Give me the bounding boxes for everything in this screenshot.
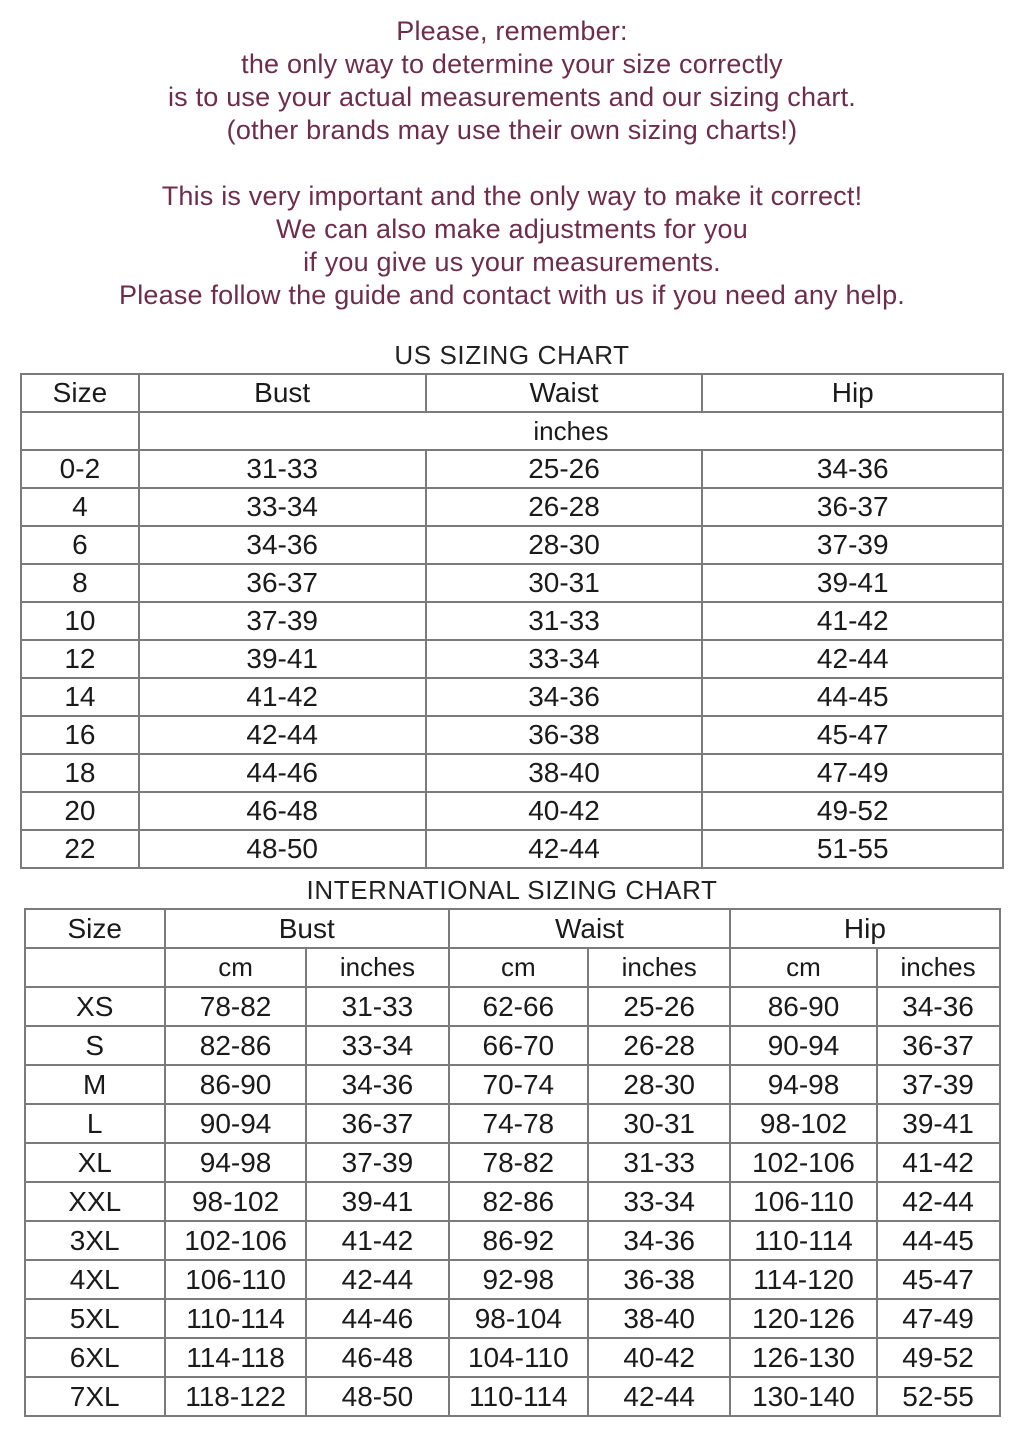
column-header-size: Size xyxy=(21,374,139,412)
measurement-cell: 33-34 xyxy=(306,1026,448,1065)
measurement-cell: 45-47 xyxy=(702,716,1003,754)
size-cell: S xyxy=(25,1026,165,1065)
measurement-cell: 44-46 xyxy=(306,1299,448,1338)
measurement-cell: 51-55 xyxy=(702,830,1003,868)
measurement-cell: 40-42 xyxy=(588,1338,730,1377)
measurement-cell: 45-47 xyxy=(877,1260,1000,1299)
measurement-cell: 31-33 xyxy=(139,450,426,488)
measurement-cell: 34-36 xyxy=(588,1221,730,1260)
table-row xyxy=(25,1377,1000,1416)
measurement-cell: 37-39 xyxy=(877,1065,1000,1104)
size-cell: 18 xyxy=(21,754,139,792)
size-cell: XS xyxy=(25,987,165,1026)
measurement-cell: 31-33 xyxy=(588,1143,730,1182)
intro-section xyxy=(0,0,1024,312)
table-row xyxy=(21,716,1003,754)
measurement-cell: 130-140 xyxy=(730,1377,876,1416)
measurement-cell: 86-90 xyxy=(165,1065,306,1104)
measurement-cell: 31-33 xyxy=(306,987,448,1026)
intro-line: Please follow the guide and contact with us if you need any help. xyxy=(118,280,905,310)
measurement-cell: 42-44 xyxy=(139,716,426,754)
unit-row xyxy=(25,948,1000,987)
unit-label-hip-inches: inches xyxy=(877,948,1000,987)
intro-line: This is very important and the only way to make it correct! xyxy=(161,181,863,211)
measurement-cell: 98-104 xyxy=(449,1299,588,1338)
table-row xyxy=(21,450,1003,488)
measurement-cell: 34-36 xyxy=(426,678,703,716)
measurement-cell: 42-44 xyxy=(702,640,1003,678)
table-row xyxy=(25,1182,1000,1221)
unit-row xyxy=(21,412,1003,450)
intro-line: Please, remember: xyxy=(396,16,628,46)
measurement-cell: 36-37 xyxy=(877,1026,1000,1065)
table-row xyxy=(25,1065,1000,1104)
measurement-cell: 48-50 xyxy=(306,1377,448,1416)
size-cell: M xyxy=(25,1065,165,1104)
measurement-cell: 34-36 xyxy=(139,526,426,564)
size-cell: 5XL xyxy=(25,1299,165,1338)
unit-label-bust-inches: inches xyxy=(306,948,448,987)
size-cell: 6XL xyxy=(25,1338,165,1377)
measurement-cell: 40-42 xyxy=(426,792,703,830)
unit-label-bust-cm: cm xyxy=(165,948,306,987)
column-header-size: Size xyxy=(25,909,165,948)
measurement-cell: 102-106 xyxy=(165,1221,306,1260)
measurement-cell: 110-114 xyxy=(730,1221,876,1260)
measurement-cell: 66-70 xyxy=(449,1026,588,1065)
header-row xyxy=(21,374,1003,412)
measurement-cell: 37-39 xyxy=(139,602,426,640)
measurement-cell: 30-31 xyxy=(588,1104,730,1143)
international-chart-title: INTERNATIONAL SIZING CHART xyxy=(306,875,718,905)
measurement-cell: 42-44 xyxy=(306,1260,448,1299)
measurement-cell: 114-120 xyxy=(730,1260,876,1299)
measurement-cell: 49-52 xyxy=(702,792,1003,830)
measurement-cell: 82-86 xyxy=(449,1182,588,1221)
table-row xyxy=(25,987,1000,1026)
measurement-cell: 34-36 xyxy=(306,1065,448,1104)
measurement-cell: 46-48 xyxy=(139,792,426,830)
size-cell: 3XL xyxy=(25,1221,165,1260)
measurement-cell: 70-74 xyxy=(449,1065,588,1104)
table-row xyxy=(21,754,1003,792)
measurement-cell: 92-98 xyxy=(449,1260,588,1299)
measurement-cell: 47-49 xyxy=(702,754,1003,792)
unit-label-waist-cm: cm xyxy=(449,948,588,987)
unit-label-waist-inches: inches xyxy=(588,948,730,987)
measurement-cell: 106-110 xyxy=(165,1260,306,1299)
measurement-cell: 42-44 xyxy=(426,830,703,868)
size-cell: XXL xyxy=(25,1182,165,1221)
measurement-cell: 86-90 xyxy=(730,987,876,1026)
size-cell: 4 xyxy=(21,488,139,526)
measurement-cell: 28-30 xyxy=(426,526,703,564)
measurement-cell: 41-42 xyxy=(139,678,426,716)
table-row xyxy=(21,678,1003,716)
size-cell: 12 xyxy=(21,640,139,678)
table-row xyxy=(21,488,1003,526)
size-cell: 8 xyxy=(21,564,139,602)
measurement-cell: 37-39 xyxy=(306,1143,448,1182)
size-cell: L xyxy=(25,1104,165,1143)
intro-line: (other brands may use their own sizing charts!) xyxy=(226,115,798,145)
measurement-cell: 90-94 xyxy=(730,1026,876,1065)
size-cell: 7XL xyxy=(25,1377,165,1416)
intro-line: We can also make adjustments for you xyxy=(276,214,748,244)
empty-cell xyxy=(21,412,139,450)
intro-line: if you give us your measurements. xyxy=(303,247,721,277)
table-row xyxy=(21,602,1003,640)
measurement-cell: 44-45 xyxy=(702,678,1003,716)
size-cell: XL xyxy=(25,1143,165,1182)
measurement-cell: 34-36 xyxy=(877,987,1000,1026)
table-row xyxy=(25,1143,1000,1182)
us-sizing-table xyxy=(20,373,1004,869)
measurement-cell: 104-110 xyxy=(449,1338,588,1377)
measurement-cell: 33-34 xyxy=(426,640,703,678)
size-cell: 0-2 xyxy=(21,450,139,488)
table-row xyxy=(25,1026,1000,1065)
measurement-cell: 36-37 xyxy=(139,564,426,602)
size-cell: 16 xyxy=(21,716,139,754)
measurement-cell: 41-42 xyxy=(877,1143,1000,1182)
measurement-cell: 42-44 xyxy=(588,1377,730,1416)
measurement-cell: 62-66 xyxy=(449,987,588,1026)
measurement-cell: 90-94 xyxy=(165,1104,306,1143)
table-row xyxy=(25,1338,1000,1377)
measurement-cell: 110-114 xyxy=(449,1377,588,1416)
measurement-cell: 30-31 xyxy=(426,564,703,602)
measurement-cell: 41-42 xyxy=(306,1221,448,1260)
measurement-cell: 106-110 xyxy=(730,1182,876,1221)
table-row xyxy=(21,792,1003,830)
measurement-cell: 74-78 xyxy=(449,1104,588,1143)
measurement-cell: 26-28 xyxy=(588,1026,730,1065)
measurement-cell: 38-40 xyxy=(588,1299,730,1338)
measurement-cell: 44-45 xyxy=(877,1221,1000,1260)
measurement-cell: 47-49 xyxy=(877,1299,1000,1338)
measurement-cell: 48-50 xyxy=(139,830,426,868)
measurement-cell: 39-41 xyxy=(139,640,426,678)
measurement-cell: 41-42 xyxy=(702,602,1003,640)
header-row xyxy=(25,909,1000,948)
measurement-cell: 36-37 xyxy=(306,1104,448,1143)
measurement-cell: 44-46 xyxy=(139,754,426,792)
size-cell: 22 xyxy=(21,830,139,868)
column-header-bust: Bust xyxy=(165,909,449,948)
measurement-cell: 36-38 xyxy=(426,716,703,754)
measurement-cell: 28-30 xyxy=(588,1065,730,1104)
empty-cell xyxy=(25,948,165,987)
measurement-cell: 39-41 xyxy=(702,564,1003,602)
measurement-cell: 34-36 xyxy=(702,450,1003,488)
measurement-cell: 126-130 xyxy=(730,1338,876,1377)
measurement-cell: 86-92 xyxy=(449,1221,588,1260)
us-table-body xyxy=(21,450,1003,868)
measurement-cell: 52-55 xyxy=(877,1377,1000,1416)
measurement-cell: 78-82 xyxy=(449,1143,588,1182)
intro-paragraph-2 xyxy=(0,180,1024,312)
measurement-cell: 42-44 xyxy=(877,1182,1000,1221)
measurement-cell: 114-118 xyxy=(165,1338,306,1377)
table-row xyxy=(21,526,1003,564)
measurement-cell: 39-41 xyxy=(306,1182,448,1221)
table-row xyxy=(21,830,1003,868)
measurement-cell: 36-38 xyxy=(588,1260,730,1299)
measurement-cell: 120-126 xyxy=(730,1299,876,1338)
measurement-cell: 33-34 xyxy=(139,488,426,526)
measurement-cell: 37-39 xyxy=(702,526,1003,564)
measurement-cell: 38-40 xyxy=(426,754,703,792)
measurement-cell: 49-52 xyxy=(877,1338,1000,1377)
column-header-bust: Bust xyxy=(139,374,426,412)
column-header-hip: Hip xyxy=(702,374,1003,412)
international-table-body xyxy=(25,987,1000,1416)
international-sizing-table xyxy=(24,908,1001,1417)
measurement-cell: 98-102 xyxy=(730,1104,876,1143)
column-header-waist: Waist xyxy=(449,909,731,948)
table-row xyxy=(25,1104,1000,1143)
measurement-cell: 39-41 xyxy=(877,1104,1000,1143)
measurement-cell: 94-98 xyxy=(165,1143,306,1182)
size-cell: 14 xyxy=(21,678,139,716)
measurement-cell: 98-102 xyxy=(165,1182,306,1221)
measurement-cell: 36-37 xyxy=(702,488,1003,526)
unit-label: inches xyxy=(139,412,1003,450)
measurement-cell: 78-82 xyxy=(165,987,306,1026)
column-header-waist: Waist xyxy=(426,374,703,412)
table-row xyxy=(25,1221,1000,1260)
measurement-cell: 25-26 xyxy=(588,987,730,1026)
measurement-cell: 33-34 xyxy=(588,1182,730,1221)
measurement-cell: 46-48 xyxy=(306,1338,448,1377)
table-row xyxy=(25,1260,1000,1299)
intro-line: is to use your actual measurements and our sizing chart. xyxy=(167,82,857,112)
table-row xyxy=(21,564,1003,602)
measurement-cell: 82-86 xyxy=(165,1026,306,1065)
measurement-cell: 102-106 xyxy=(730,1143,876,1182)
measurement-cell: 110-114 xyxy=(165,1299,306,1338)
table-row xyxy=(21,640,1003,678)
intro-line: the only way to determine your size correctly xyxy=(241,49,783,79)
measurement-cell: 94-98 xyxy=(730,1065,876,1104)
size-cell: 4XL xyxy=(25,1260,165,1299)
measurement-cell: 26-28 xyxy=(426,488,703,526)
unit-label-hip-cm: cm xyxy=(730,948,876,987)
column-header-hip: Hip xyxy=(730,909,999,948)
measurement-cell: 25-26 xyxy=(426,450,703,488)
size-cell: 10 xyxy=(21,602,139,640)
measurement-cell: 31-33 xyxy=(426,602,703,640)
us-chart-title: US SIZING CHART xyxy=(394,340,630,370)
size-cell: 6 xyxy=(21,526,139,564)
measurement-cell: 118-122 xyxy=(165,1377,306,1416)
size-cell: 20 xyxy=(21,792,139,830)
table-row xyxy=(25,1299,1000,1338)
